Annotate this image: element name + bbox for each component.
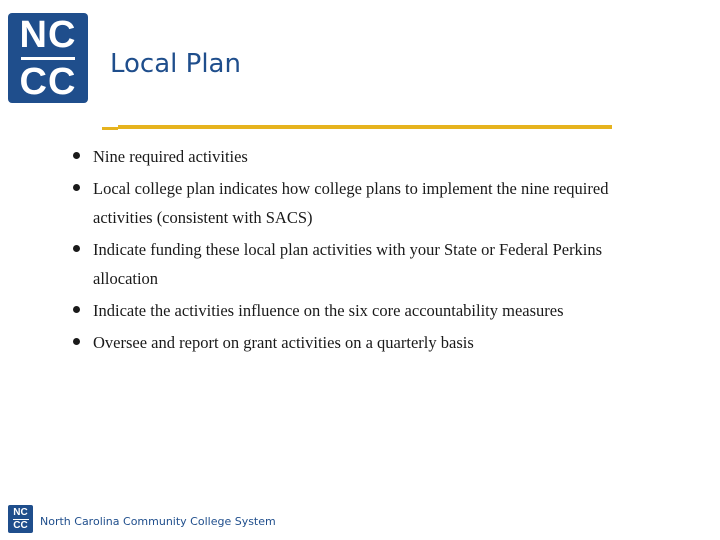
list-item [73,174,648,232]
bullet-icon [73,245,80,252]
bullet-text: Indicate funding these local plan activities with your State or Federal Perkins allocation [93,240,603,288]
nccc-logo [8,13,88,103]
footer-organization-name: North Carolina Community College System [40,515,276,528]
list-item [73,296,648,325]
logo-divider [21,57,75,60]
list-item [73,142,648,171]
list-item [73,328,648,357]
list-item [73,235,648,293]
bullet-text: Indicate the activities influence on the six core accountability measures [93,301,564,320]
bullet-text: Local college plan indicates how college plans to implement the nine required activities (consistent with SACS) [93,179,609,227]
slide-title: Local Plan [110,49,241,79]
title-underline [118,125,612,129]
bullet-icon [73,184,80,191]
bullet-text: Oversee and report on grant activities on a quarterly basis [93,333,474,352]
footer-logo-line-2: CC [13,519,28,531]
footer-logo-line-1: NC [13,506,28,518]
bullet-icon [73,306,80,313]
bullet-text: Nine required activities [93,147,248,166]
bullet-icon [73,152,80,159]
bullet-list [73,142,648,360]
title-underline-tail [102,127,118,130]
bullet-icon [73,338,80,345]
footer-logo [8,505,33,533]
logo-line-2: CC [19,60,77,103]
logo-line-1: NC [19,13,77,56]
